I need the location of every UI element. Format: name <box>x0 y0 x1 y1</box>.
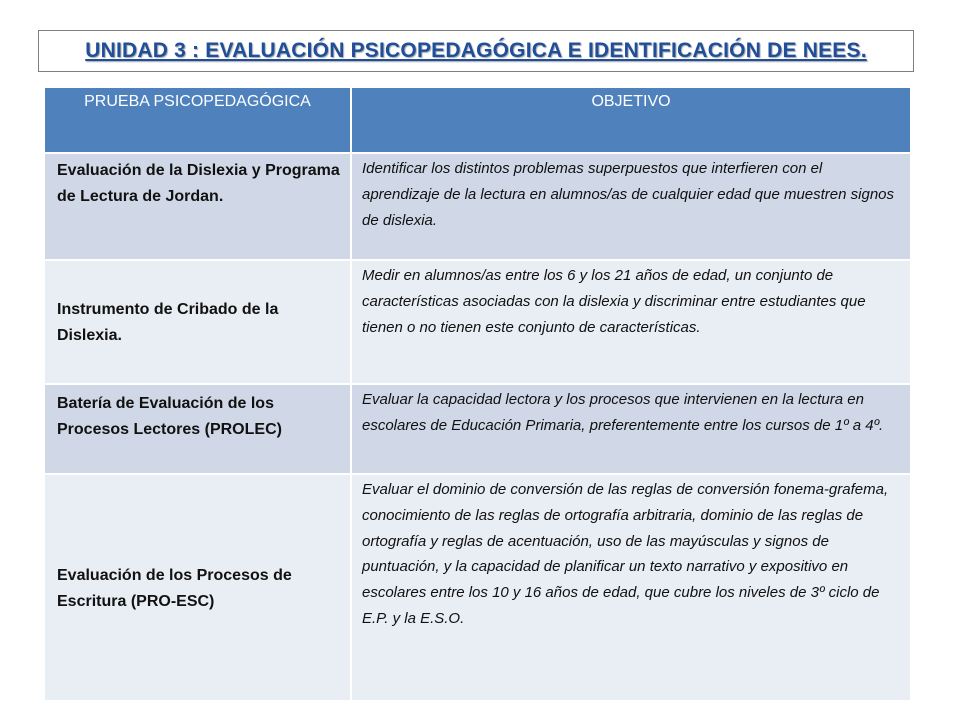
slide-title: UNIDAD 3 : EVALUACIÓN PSICOPEDAGÓGICA E IDENTIFICACIÓN DE NEES. <box>85 39 867 62</box>
objetivo-cell: Evaluar la capacidad lectora y los procesos que intervienen en la lectura en escolares de Educación Primaria, preferentemente entre los cursos de 1º a 4º. <box>351 384 911 474</box>
objetivo-cell: Evaluar el dominio de conversión de las reglas de conversión fonema-grafema, conocimiento de las reglas de ortografía arbitraria, dominio de las reglas de ortografía y reglas de acentuación, uso de las mayúsculas y signos de puntuación, y la capacidad de planificar un texto narrativo y expositivo en escolares entre los 10 y 16 años de edad, que cubre los niveles de 3º ciclo de E.P. y la E.S.O. <box>351 474 911 701</box>
table-header-row <box>44 87 911 153</box>
slide-title-box <box>38 30 914 72</box>
prueba-cell: Instrumento de Cribado de la Dislexia. <box>44 260 351 384</box>
prueba-cell: Evaluación de los Procesos de Escritura (PRO-ESC) <box>44 474 351 701</box>
prueba-cell: Batería de Evaluación de los Procesos Lectores (PROLEC) <box>44 384 351 474</box>
header-prueba: PRUEBA PSICOPEDAGÓGICA <box>44 87 351 153</box>
table-row <box>44 260 911 384</box>
prueba-cell: Evaluación de la Dislexia y Programa de Lectura de Jordan. <box>44 153 351 260</box>
objetivo-cell: Medir en alumnos/as entre los 6 y los 21 años de edad, un conjunto de características asociadas con la dislexia y discriminar entre estudiantes que tienen o no tienen este conjunto de características. <box>351 260 911 384</box>
table-row <box>44 153 911 260</box>
table-row <box>44 384 911 474</box>
objetivo-cell: Identificar los distintos problemas superpuestos que interfieren con el aprendizaje de la lectura en alumnos/as de cualquier edad que muestren signos de dislexia. <box>351 153 911 260</box>
table-row <box>44 474 911 701</box>
evaluation-table <box>43 86 912 702</box>
header-objetivo: OBJETIVO <box>351 87 911 153</box>
